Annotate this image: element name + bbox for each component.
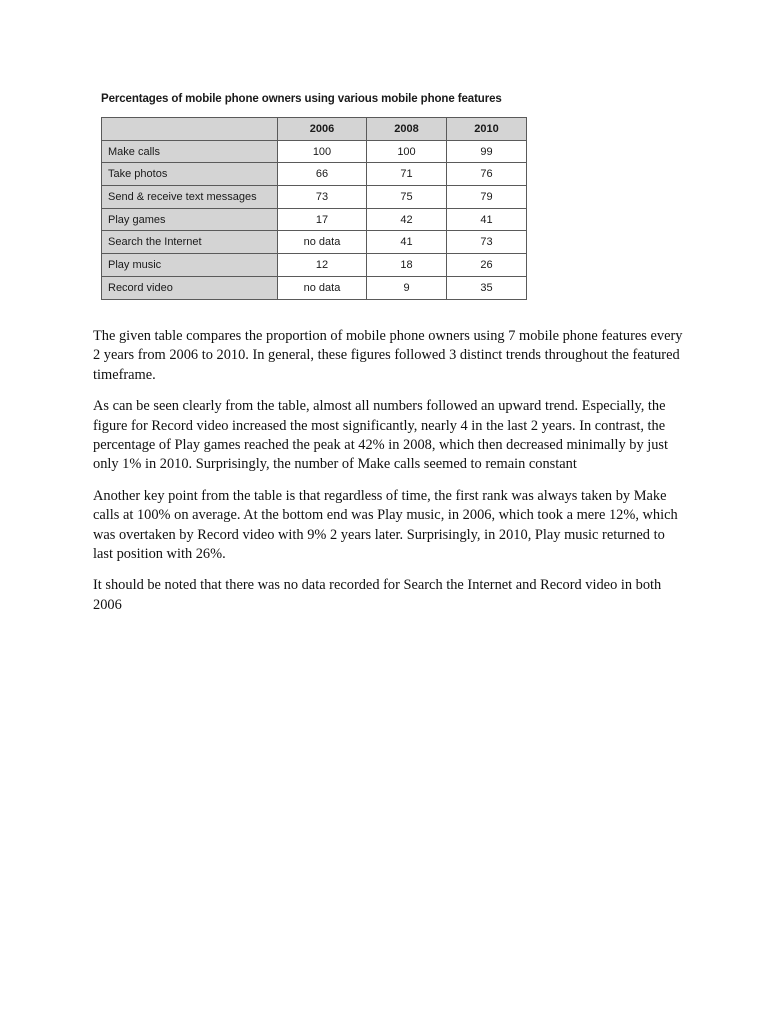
row-label: Search the Internet (102, 231, 278, 254)
table-cell: 79 (447, 186, 527, 209)
table-cell: 42 (367, 208, 447, 231)
table-cell: 71 (367, 163, 447, 186)
table-cell: 9 (367, 276, 447, 299)
row-label: Take photos (102, 163, 278, 186)
row-label: Play games (102, 208, 278, 231)
table-row (102, 140, 527, 163)
essay-paragraph-3: Another key point from the table is that regardless of time, the first rank was always taken by Make calls at 100% on average. At the bottom end was Play music, in 2006, which took a mere 12%, which was overtaken by Record video with 9% 2 years later. Surprisingly, in 2010, Play music returned to last position with 26%. (93, 487, 678, 563)
table-cell: 17 (278, 208, 367, 231)
essay-paragraph-1: The given table compares the proportion of mobile phone owners using 7 mobile phone features every 2 years from 2006 to 2010. In general, these figures followed 3 distinct trends throughout the featured timeframe. (93, 328, 683, 383)
table-cell: no data (278, 276, 367, 299)
data-table (101, 117, 527, 300)
table-header-corner (102, 118, 278, 141)
table-cell: 41 (367, 231, 447, 254)
table-cell: 100 (367, 140, 447, 163)
table-header-2008: 2008 (367, 118, 447, 141)
table-header-2006: 2006 (278, 118, 367, 141)
table-cell: 41 (447, 208, 527, 231)
table-cell: 99 (447, 140, 527, 163)
table-row (102, 186, 527, 209)
table-cell: 100 (278, 140, 367, 163)
essay-paragraph-4: It should be noted that there was no data recorded for Search the Internet and Record video in both 2006 (93, 577, 662, 613)
table-cell: 76 (447, 163, 527, 186)
table-row (102, 231, 527, 254)
table-cell: no data (278, 231, 367, 254)
table-row (102, 254, 527, 277)
row-label: Send & receive text messages (102, 186, 278, 209)
table-cell: 12 (278, 254, 367, 277)
table-header-row (102, 118, 527, 141)
table-cell: 66 (278, 163, 367, 186)
table-cell: 75 (367, 186, 447, 209)
table-row (102, 163, 527, 186)
table-title: Percentages of mobile phone owners using various mobile phone features (101, 93, 502, 105)
row-label: Record video (102, 276, 278, 299)
table-header-2010: 2010 (447, 118, 527, 141)
table-cell: 35 (447, 276, 527, 299)
table-cell: 18 (367, 254, 447, 277)
row-label: Make calls (102, 140, 278, 163)
table-cell: 26 (447, 254, 527, 277)
table-row (102, 208, 527, 231)
essay-body (93, 327, 683, 627)
table-cell: 73 (447, 231, 527, 254)
table-figure (101, 91, 531, 300)
essay-paragraph-2: As can be seen clearly from the table, almost all numbers followed an upward trend. Especially, the figure for Record video increased the most significantly, nearly 4 in the last 2 years. In contrast, the percentage of Play games reached the peak at 42% in 2008, which then decreased minimally by just only 1% in 2010. Surprisingly, the number of Make calls seemed to remain constant (93, 398, 669, 473)
row-label: Play music (102, 254, 278, 277)
table-cell: 73 (278, 186, 367, 209)
table-row (102, 276, 527, 299)
